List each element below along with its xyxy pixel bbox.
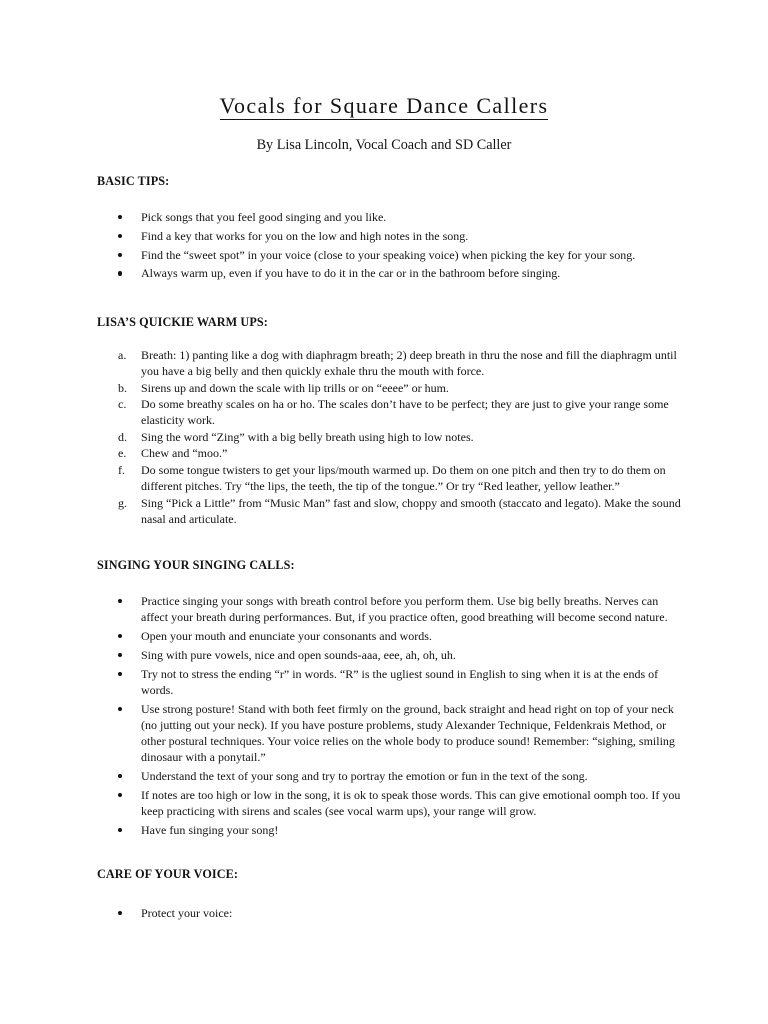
list-item (0, 495, 681, 527)
list-item-text: Sirens up and down the scale with lip trills or on “eeee” or hum. (141, 380, 449, 395)
warm-ups-list (0, 347, 681, 527)
list-marker: e. (118, 446, 127, 461)
list-item: Protect your voice: (0, 905, 681, 921)
list-marker: f. (118, 462, 125, 477)
list-item-text: Sing the word “Zing” with a big belly breath using high to low notes. (141, 429, 474, 444)
list-item-text: Sing “Pick a Little” from “Music Man” fast and slow, choppy and smooth (staccato and legato). Make the sound nasal and articulate. (141, 495, 681, 526)
list-item: Always warm up, even if you have to do it in the car or in the bathroom before singing. (0, 265, 681, 281)
list-item: Have fun singing your song! (0, 822, 681, 838)
list-item: If notes are too high or low in the song, it is ok to speak those words. This can give emotional oomph too. If you keep practicing with sirens and scales (see vocal warm ups), your range will grow. (0, 787, 681, 819)
section-heading-singing-calls: SINGING YOUR SINGING CALLS: (97, 558, 295, 572)
care-list (0, 905, 681, 924)
list-item: Understand the text of your song and try to portray the emotion or fun in the text of the song. (0, 768, 681, 784)
basic-tips-list (0, 209, 681, 284)
list-marker: b. (118, 380, 127, 395)
list-marker: a. (118, 348, 127, 362)
list-item (0, 445, 681, 461)
document-title (0, 92, 768, 120)
list-item-text: Do some breathy scales on ha or ho. The scales don’t have to be perfect; they are just to give your range some elasticity work. (141, 397, 669, 428)
document-title-text: Vocals for Square Dance Callers (219, 93, 549, 118)
list-item (0, 396, 681, 428)
list-item-text: Do some tongue twisters to get your lips/mouth warmed up. Do them on one pitch and then try to do them on different pitches. Try “the lips, the teeth, the tip of the tongue.” Or try “Red leather, yellow leather.” (141, 462, 666, 494)
list-item: Practice singing your songs with breath control before you perform them. Use big belly breaths. Nerves can affect your breath during performances. But, if you practice often, good breathing will become second nature. (0, 593, 681, 625)
list-item (0, 347, 681, 379)
list-item: Try not to stress the ending “r” in words. “R” is the ugliest sound in English to sing when it is at the ends of words. (0, 666, 681, 698)
list-item: Use strong posture! Stand with both feet firmly on the ground, back straight and head right on top of your neck (no jutting out your neck). If you have posture problems, study Alexander Technique, Feldenkrais Method, or other postural techniques. Your voice relies on the whole body to produce sound! Remember: “sighing, smiling dinosaur with a ponytail.” (0, 701, 681, 766)
list-marker: d. (118, 429, 127, 444)
list-marker: g. (118, 495, 127, 510)
singing-calls-list (0, 593, 681, 841)
list-item-text: Breath: 1) panting like a dog with diaphragm breath; 2) deep breath in thru the nose and fill the diaphragm until you have a big belly and then quickly exhale thru the mouth with force. (141, 348, 677, 379)
list-item (0, 380, 681, 396)
list-item: Open your mouth and enunciate your consonants and words. (0, 628, 681, 644)
section-heading-care: CARE OF YOUR VOICE: (97, 867, 239, 881)
list-item-text: Chew and “moo.” (141, 446, 228, 461)
list-item (0, 462, 681, 494)
list-item (0, 429, 681, 445)
section-heading-basic-tips: BASIC TIPS: (97, 174, 170, 188)
list-item: Find a key that works for you on the low and high notes in the song. (0, 228, 681, 244)
list-item: Sing with pure vowels, nice and open sounds-aaa, eee, ah, oh, uh. (0, 647, 681, 663)
list-marker: c. (118, 397, 127, 412)
list-item: Find the “sweet spot” in your voice (close to your speaking voice) when picking the key for your song. (0, 247, 681, 263)
document-byline: By Lisa Lincoln, Vocal Coach and SD Caller (256, 137, 512, 153)
list-item: Pick songs that you feel good singing and you like. (0, 209, 681, 225)
section-heading-warm-ups: LISA’S QUICKIE WARM UPS: (97, 315, 268, 329)
